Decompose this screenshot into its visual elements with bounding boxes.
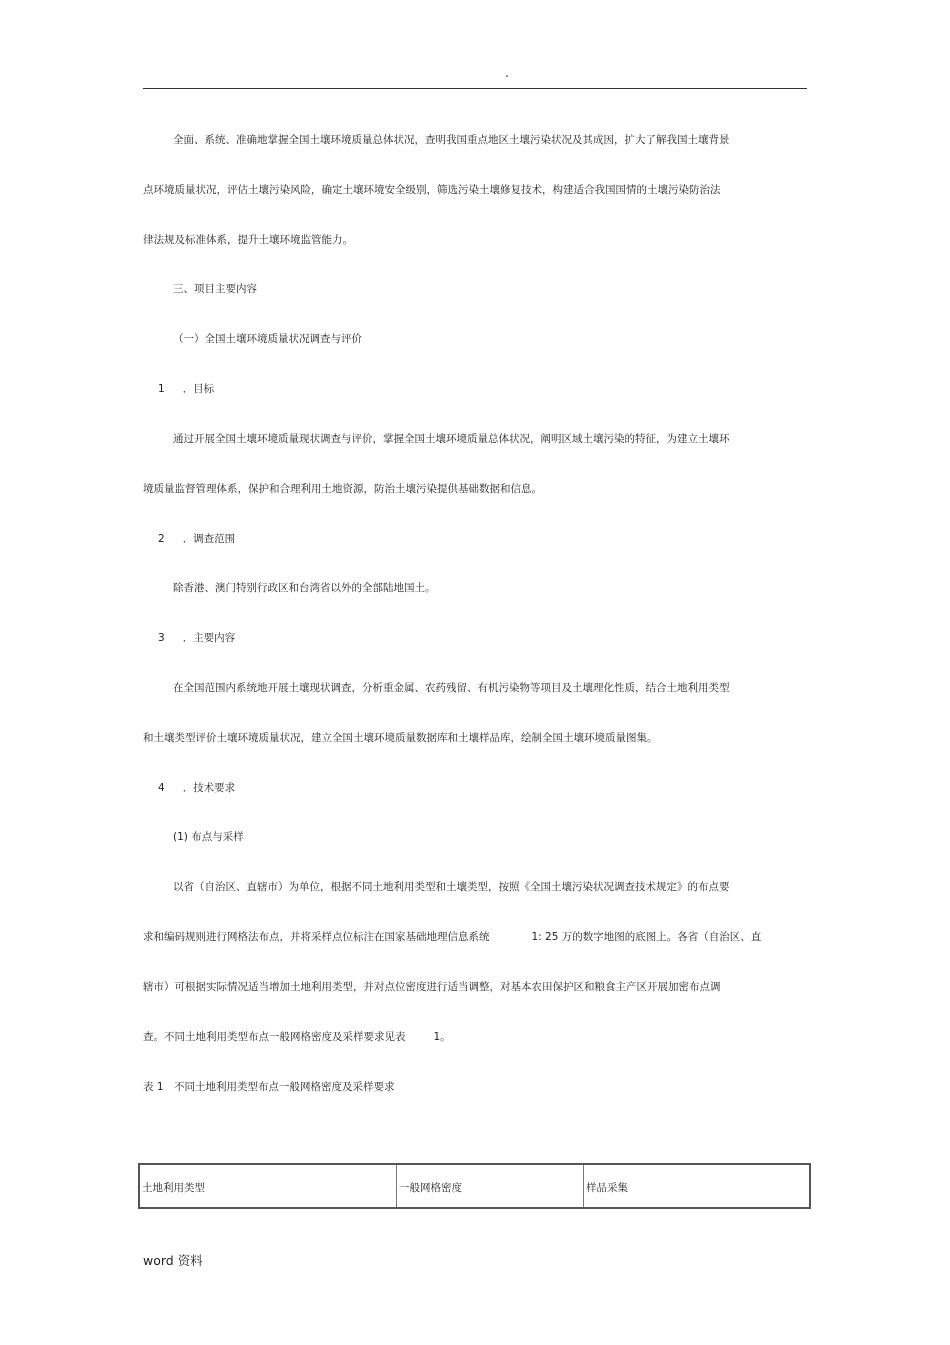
item-number: 1 [158,383,165,395]
paragraph-line: 全面、系统、准确地掌握全国土壤环境质量总体状况，查明我国重点地区土壤污染状况及其成因，扩大了解我国土壤背景 [173,134,730,146]
paragraph-line: 律法规及标准体系，提升土壤环境监管能力。 [143,234,353,246]
table-header-cell: 一般网格密度 [397,1165,584,1207]
section-heading: 三、项目主要内容 [173,283,257,295]
table-caption: 表 1 不同土地利用类型布点一般网格密度及采样要求 [143,1081,395,1093]
paragraph-line: 以省（自治区、直辖市）为单位，根据不同土地利用类型和土壤类型，按照《全国土壤污染状况调查技术规定》的布点要 [173,881,730,893]
item-heading [158,382,214,396]
table-header-cell: 土地利用类型 [140,1165,397,1207]
data-table [138,1163,811,1209]
item-title: ．目标 [182,383,215,395]
paragraph-line: 辖市）可根据实际情况适当增加土地利用类型，并对点位密度进行适当调整，对基本农田保护区和粮食主产区开展加密布点调 [143,981,721,993]
item-title: ．主要内容 [182,632,236,644]
table-header-cell: 样品采集 [586,1182,628,1194]
line-part: 1: 25 万的数字地图的底图上。各省（自治区、直 [531,931,762,943]
paragraph-line: 和土壤类型评价土壤环境质量状况，建立全国土壤环境质量数据库和土壤样品库，绘制全国土壤环境质量图集。 [143,732,658,744]
line-part: 查。不同土地利用类型布点一般网格密度及采样要求见表 [143,1031,406,1043]
sub-item-heading: (1) 布点与采样 [173,831,244,843]
header-mark: . [505,66,509,80]
item-number: 4 [158,782,165,794]
paragraph-line: 点环境质量状况，评估土壤污染风险，确定土壤环境安全级别，筛选污染土壤修复技术，构建适合我国国情的土壤污染防治法 [143,184,721,196]
paragraph-line: 除香港、澳门特别行政区和台湾省以外的全部陆地国土。 [173,582,436,594]
item-title: ．调查范围 [182,533,236,545]
line-part: 求和编码规则进行网格法布点，并将采样点位标注在国家基础地理信息系统 [143,931,490,943]
paragraph-line [143,930,761,944]
paragraph-line: 通过开展全国土壤环境质量现状调查与评价，掌握全国土壤环境质量总体状况，阐明区域土壤污染的特征，为建立土壤环 [173,433,730,445]
item-heading [158,781,235,795]
header-rule [143,88,807,89]
paragraph-line: 境质量监督管理体系，保护和合理利用土地资源，防治土壤污染提供基础数据和信息。 [143,483,542,495]
item-number: 2 [158,533,165,545]
item-heading [158,631,235,645]
subsection-heading: （一）全国土壤环境质量状况调查与评价 [173,333,362,345]
footer-text: word 资料 [143,1253,203,1268]
item-heading [158,532,235,546]
line-part: 1。 [433,1031,451,1043]
paragraph-line: 在全国范围内系统地开展土壤现状调查，分析重金属、农药残留、有机污染物等项目及土壤理化性质，结合土地利用类型 [173,682,730,694]
item-title: ．技术要求 [182,782,236,794]
item-number: 3 [158,632,165,644]
paragraph-line [143,1030,451,1044]
